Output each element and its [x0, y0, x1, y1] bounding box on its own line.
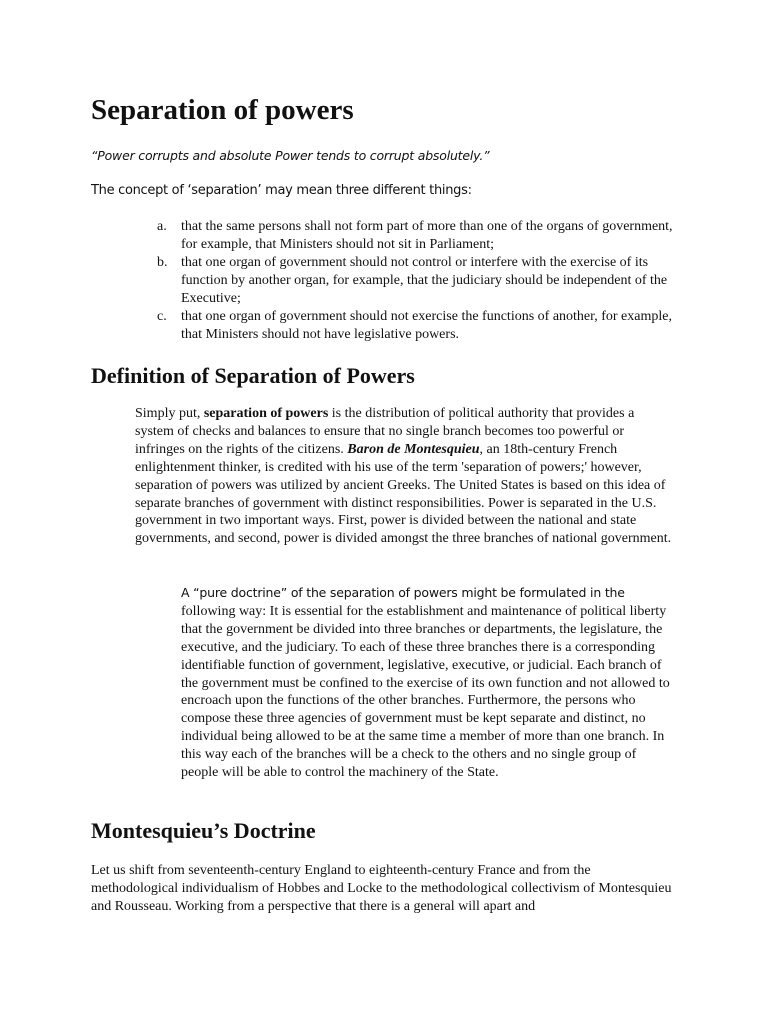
definition-text-2: , an 18th-century French enlightenment thinker, is credited with his use of the term 'separation of powers;' however, separation of powers was utilized by ancient Greeks. The United States is based on this idea of separate branches of government with distinct responsibilities. Power is separated in the U.S. government in two important ways. First, power is divided between the national and state governments, and second, power is divided amongst the three branches of national government. — [135, 441, 672, 547]
definition-lead: Simply put, — [135, 406, 204, 421]
meanings-list — [157, 218, 691, 344]
page-title: Separation of powers — [91, 94, 354, 126]
list-item — [157, 218, 691, 254]
list-item-text: that one organ of government should not control or interfere with the exercise of its function by another organ, for example, that the judiciary should be independent of the Executive; — [181, 255, 668, 306]
definition-paragraph — [135, 405, 675, 548]
concept-intro: The concept of ‘separation’ may mean three different things: — [91, 183, 472, 198]
list-item-text: that one organ of government should not exercise the functions of another, for example, that Ministers should not have legislative powers. — [181, 309, 672, 342]
pure-doctrine-paragraph — [181, 584, 676, 782]
definition-text-1: is the distribution of political authority that provides a system of checks and balances to ensure that no single branch becomes too powerful or infringes on the rights of the citizens. — [135, 406, 635, 457]
definition-person: Baron de Montesquieu — [347, 441, 480, 457]
list-item — [157, 254, 691, 308]
list-item-text: that the same persons shall not form part of more than one of the organs of government, for example, that Ministers should not sit in Parliament; — [181, 219, 673, 252]
definition-term: separation of powers — [203, 406, 329, 421]
list-marker: a. — [157, 219, 167, 234]
montesquieu-heading: Montesquieu’s Doctrine — [91, 818, 316, 843]
list-marker: c. — [157, 309, 167, 324]
pure-doctrine-body: following way: It is essential for the establishment and maintenance of political liberty that the government be divided into three branches or departments, the legislature, the executive, and the judiciary. To each of these three branches there is a corresponding identifiable function of government, legislative, executive, or judicial. Each branch of the government must be confined to the exercise of its own function and not allowed to encroach upon the functions of the other branches. Furthermore, the persons who compose these three agencies of government must be kept separate and distinct, no individual being allowed to be at the same time a member of more than one branch. In this way each of the branches will be a check to the others and no single group of people will be able to control the machinery of the State. — [181, 603, 670, 781]
list-item — [157, 308, 691, 344]
pure-doctrine-intro: A “pure doctrine” of the separation of powers might be formulated in the — [181, 585, 625, 600]
list-marker: b. — [157, 255, 168, 270]
definition-heading: Definition of Separation of Powers — [91, 363, 415, 388]
epigraph-quote: “Power corrupts and absolute Power tends to corrupt absolutely.” — [91, 148, 490, 163]
montesquieu-paragraph: Let us shift from seventeenth-century England to eighteenth-century France and from the methodological individualism of Hobbes and Locke to the methodological collectivism of Montesquieu and Rousseau. Working from a perspective that there is a general will apart and — [91, 863, 672, 914]
